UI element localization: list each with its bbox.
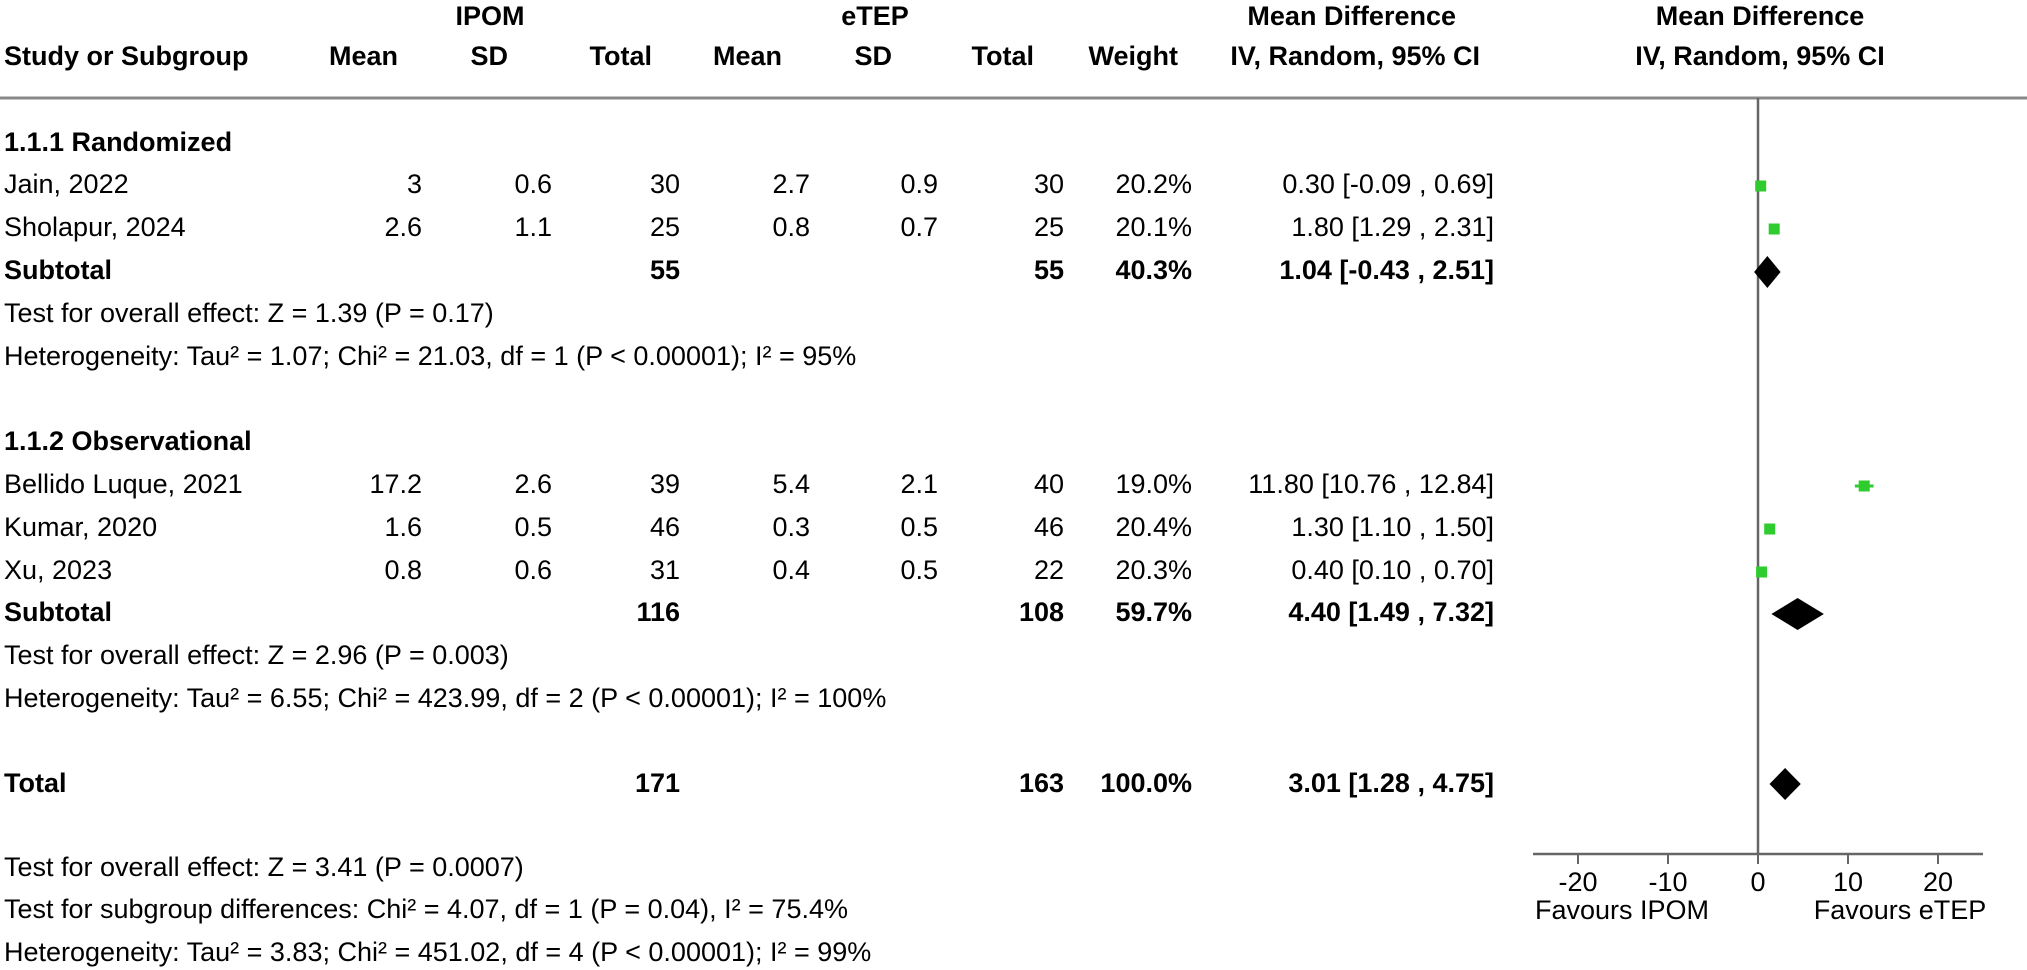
mean1-cell: 3 — [406, 169, 422, 199]
col-total2-header: Total — [971, 41, 1034, 71]
sd1-cell: 0.5 — [514, 512, 552, 542]
total2-cell: 40 — [1033, 469, 1064, 499]
sd2-cell: 0.5 — [900, 512, 938, 542]
heterogeneity-text: Heterogeneity: Tau² = 6.55; Chi² = 423.99, df = 2 (P < 0.00001); I² = 100% — [4, 683, 887, 713]
mean2-cell: 0.4 — [772, 555, 810, 585]
total2-cell: 22 — [1033, 555, 1064, 585]
weight-cell: 20.3% — [1115, 555, 1192, 585]
mean2-cell: 0.8 — [772, 212, 810, 242]
total1-cell: 25 — [649, 212, 680, 242]
total-total1: 171 — [634, 768, 680, 798]
study-name: Xu, 2023 — [4, 555, 113, 585]
sd1-cell: 0.6 — [514, 169, 552, 199]
total-total2: 163 — [1018, 768, 1064, 798]
study-point — [1859, 481, 1870, 492]
sd1-cell: 2.6 — [514, 469, 552, 499]
subtotal-weight: 40.3% — [1115, 255, 1192, 285]
study-point — [1756, 567, 1767, 578]
subtotal-ci: 4.40 [1.49 , 7.32] — [1288, 597, 1494, 627]
study-point — [1755, 181, 1766, 192]
subtotal-total1: 55 — [649, 255, 680, 285]
study-point — [1769, 224, 1780, 235]
total-weight: 100.0% — [1100, 768, 1192, 798]
study-name: Sholapur, 2024 — [4, 212, 186, 242]
ci-cell: 11.80 [10.76 , 12.84] — [1248, 469, 1494, 499]
col-mean2-header: Mean — [712, 41, 782, 71]
col-sd2-header: SD — [854, 41, 892, 71]
x-tick-label: 0 — [1750, 867, 1766, 897]
col-weight-header: Weight — [1088, 41, 1178, 71]
study-name: Jain, 2022 — [4, 169, 129, 199]
sd2-cell: 0.7 — [900, 212, 938, 242]
study-name: Kumar, 2020 — [4, 512, 158, 542]
sd2-cell: 2.1 — [900, 469, 938, 499]
mean1-cell: 2.6 — [384, 212, 422, 242]
subgroup-label: 1.1.2 Observational — [4, 426, 252, 456]
group1-header: IPOM — [455, 1, 525, 31]
study-point — [1764, 524, 1775, 535]
weight-cell: 20.2% — [1115, 169, 1192, 199]
subtotal-ci: 1.04 [-0.43 , 2.51] — [1279, 255, 1494, 285]
effect-title-header: Mean Difference — [1247, 1, 1456, 31]
total-ci: 3.01 [1.28 , 4.75] — [1288, 768, 1494, 798]
x-axis-ticks — [1558, 854, 1953, 897]
total-label: Total — [4, 768, 67, 798]
mean1-cell: 17.2 — [369, 469, 422, 499]
col-study-header: Study or Subgroup — [4, 41, 249, 71]
x-tick-label: 10 — [1832, 867, 1864, 897]
subgroup-differences-text: Test for subgroup differences: Chi² = 4.07, df = 1 (P = 0.04), I² = 75.4% — [4, 894, 848, 924]
overall-effect-text: Test for overall effect: Z = 1.39 (P = 0.17) — [4, 298, 494, 328]
mean1-cell: 1.6 — [384, 512, 422, 542]
heterogeneity-text: Heterogeneity: Tau² = 1.07; Chi² = 21.03, df = 1 (P < 0.00001); I² = 95% — [4, 341, 857, 371]
total1-cell: 46 — [649, 512, 680, 542]
col-sd1-header: SD — [470, 41, 508, 71]
effect-markers — [1754, 181, 1873, 801]
overall-effect-text: Test for overall effect: Z = 2.96 (P = 0.003) — [4, 640, 509, 670]
total1-cell: 31 — [649, 555, 680, 585]
favours-left-label: Favours IPOM — [1534, 895, 1710, 925]
x-tick-label: 20 — [1922, 867, 1954, 897]
weight-cell: 20.4% — [1115, 512, 1192, 542]
mean1-cell: 0.8 — [384, 555, 422, 585]
favours-right-label: Favours eTEP — [1813, 895, 1987, 925]
pooled-diamond — [1771, 598, 1823, 630]
mean2-cell: 5.4 — [772, 469, 810, 499]
weight-cell: 20.1% — [1115, 212, 1192, 242]
plot-title-header: Mean Difference — [1655, 1, 1865, 31]
sd1-cell: 0.6 — [514, 555, 552, 585]
subtotal-label: Subtotal — [4, 597, 112, 627]
subtotal-total2: 55 — [1033, 255, 1064, 285]
group2-header: eTEP — [841, 1, 909, 31]
subtotal-weight: 59.7% — [1115, 597, 1192, 627]
sd1-cell: 1.1 — [514, 212, 552, 242]
weight-cell: 19.0% — [1115, 469, 1192, 499]
x-tick-label: -10 — [1648, 867, 1688, 897]
x-tick-label: -20 — [1558, 867, 1598, 897]
plot-method-header: IV, Random, 95% CI — [1635, 41, 1885, 71]
subtotal-total2: 108 — [1018, 597, 1064, 627]
subtotal-label: Subtotal — [4, 255, 112, 285]
mean2-cell: 2.7 — [772, 169, 810, 199]
total2-cell: 30 — [1033, 169, 1064, 199]
subgroup-label: 1.1.1 Randomized — [4, 127, 233, 157]
total1-cell: 30 — [649, 169, 680, 199]
ci-cell: 0.30 [-0.09 , 0.69] — [1282, 169, 1494, 199]
col-mean1-header: Mean — [328, 41, 398, 71]
study-name: Bellido Luque, 2021 — [4, 469, 243, 499]
ci-cell: 0.40 [0.10 , 0.70] — [1291, 555, 1494, 585]
total2-cell: 25 — [1033, 212, 1064, 242]
subtotal-total1: 116 — [636, 597, 680, 627]
pooled-diamond — [1770, 768, 1801, 800]
col-total1-header: Total — [589, 41, 652, 71]
total2-cell: 46 — [1033, 512, 1064, 542]
effect-method-header: IV, Random, 95% CI — [1230, 41, 1480, 71]
total-overall-effect-text: Test for overall effect: Z = 3.41 (P = 0.0007) — [4, 852, 524, 882]
ci-cell: 1.80 [1.29 , 2.31] — [1291, 212, 1494, 242]
sd2-cell: 0.5 — [900, 555, 938, 585]
total-heterogeneity-text: Heterogeneity: Tau² = 3.83; Chi² = 451.02, df = 4 (P < 0.00001); I² = 99% — [4, 937, 872, 967]
total1-cell: 39 — [649, 469, 680, 499]
mean2-cell: 0.3 — [772, 512, 810, 542]
ci-cell: 1.30 [1.10 , 1.50] — [1291, 512, 1494, 542]
sd2-cell: 0.9 — [900, 169, 938, 199]
